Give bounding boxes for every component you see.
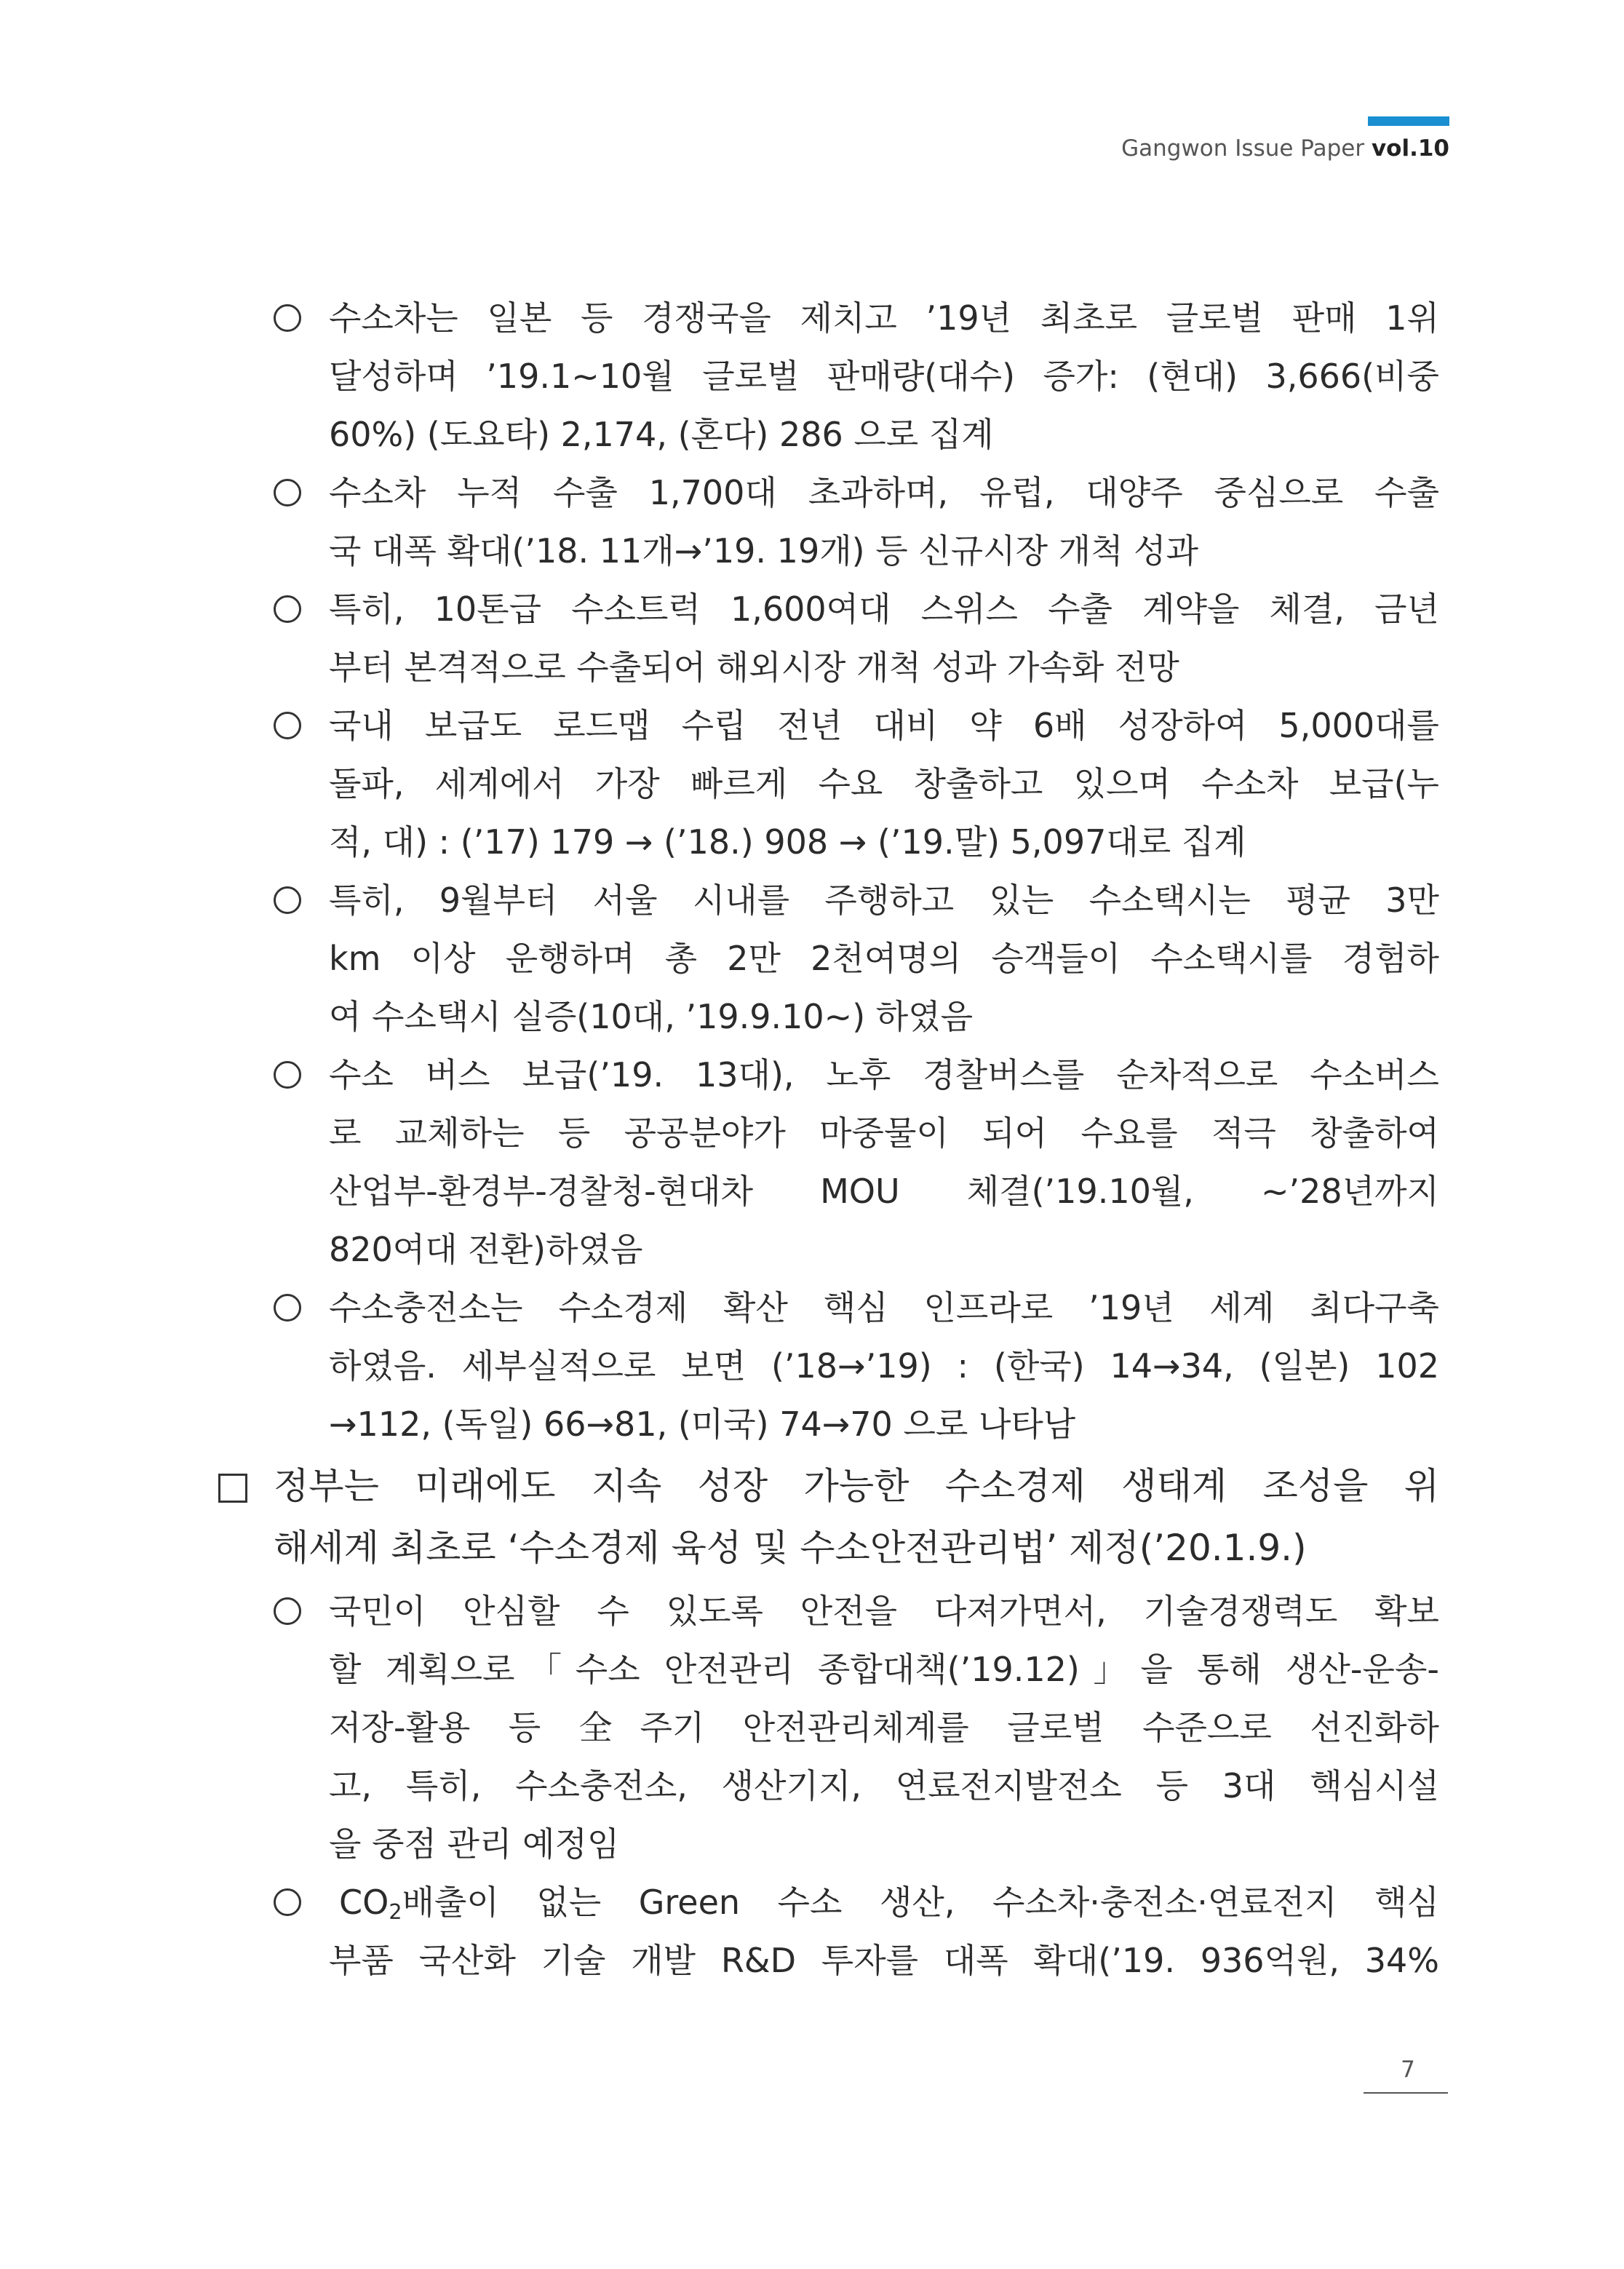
text-line: 60%) (도요타) 2,174, (혼다) 286 으로 집계: [329, 415, 994, 454]
circle-bullet-icon: [274, 479, 301, 506]
text-line: 하였음. 세부실적으로 보면 (’18→’19) : (한국) 14→34, (일본) 102: [329, 1346, 1439, 1386]
page-number: 7: [1401, 2057, 1415, 2083]
text-line: 달성하며 ’19.1~10월 글로벌 판매량(대수) 증가: (현대) 3,666(비중: [329, 357, 1439, 396]
volume-label: vol.10: [1371, 135, 1449, 162]
text-line: 특히, 9월부터 서울 시내를 주행하고 있는 수소택시는 평균 3만: [329, 881, 1439, 920]
text-line-rest: 배출이 없는 Green 수소 생산, 수소차·충전소·연료전지 핵심: [402, 1883, 1439, 1922]
text-line: 수소차는 일본 등 경쟁국을 제치고 ’19년 최초로 글로벌 판매 1위: [329, 298, 1439, 338]
text-line: 부품 국산화 기술 개발 R&D 투자를 대폭 확대(’19. 936억원, 34%: [329, 1941, 1439, 1980]
text-line: km 이상 운행하며 총 2만 2천여명의 승객들이 수소택시를 경험하: [329, 939, 1439, 978]
section-heading-line: 정부는 미래에도 지속 성장 가능한 수소경제 생태계 조성을 위: [274, 1465, 1439, 1507]
text-line: 로 교체하는 등 공공분야가 마중물이 되어 수요를 적극 창출하여: [329, 1113, 1439, 1153]
text-line: 을 중점 관리 예정임: [329, 1824, 620, 1864]
text-line: 여 수소택시 실증(10대, ’19.9.10~) 하였음: [329, 997, 974, 1036]
text-line: 특히, 10톤급 수소트럭 1,600여대 스위스 수출 계약을 체결, 금년: [329, 589, 1439, 629]
text-line: 수소충전소는 수소경제 확산 핵심 인프라로 ’19년 세계 최다구축: [329, 1288, 1439, 1327]
circle-bullet-icon: [274, 1061, 301, 1089]
text-line: 820여대 전환)하였음: [329, 1230, 643, 1269]
circle-bullet-icon: [274, 1294, 301, 1322]
text-line: 저장-활용 등 全주기 안전관리체계를 글로벌 수준으로 선진화하: [329, 1708, 1439, 1747]
text-line: 부터 본격적으로 수출되어 해외시장 개척 성과 가속화 전망: [329, 648, 1179, 687]
circle-bullet-icon: [274, 886, 301, 914]
section-heading-line: 해세계 최초로 ‘수소경제 육성 및 수소안전관리법’ 제정(’20.1.9.): [274, 1527, 1307, 1569]
text-line: [339, 1879, 1439, 1926]
header-accent-bar: [1368, 116, 1449, 126]
circle-bullet-icon: [274, 712, 301, 739]
publication-name: Gangwon Issue Paper: [1121, 135, 1372, 162]
text-line: 고, 특히, 수소충전소, 생산기지, 연료전지발전소 등 3대 핵심시설: [329, 1766, 1439, 1805]
text-line: 국민이 안심할 수 있도록 안전을 다져가면서, 기술경쟁력도 확보: [329, 1592, 1439, 1631]
text-line: 산업부-환경부-경찰청-현대차 MOU 체결(’19.10월, ~’28년까지: [329, 1172, 1439, 1211]
text-line: 수소 버스 보급(’19. 13대), 노후 경찰버스를 순차적으로 수소버스: [329, 1055, 1439, 1094]
text-line: 수소차 누적 수출 1,700대 초과하며, 유럽, 대양주 중심으로 수출: [329, 473, 1439, 512]
page-number-rule: [1364, 2092, 1448, 2094]
text-line: 국 대폭 확대(’18. 11개→’19. 19개) 등 신규시장 개척 성과: [329, 531, 1199, 571]
text-line: →112, (독일) 66→81, (미국) 74→70 으로 나타남: [329, 1404, 1076, 1444]
publication-title: [1121, 135, 1449, 162]
circle-bullet-icon: [274, 595, 301, 623]
circle-bullet-icon: [274, 1888, 301, 1916]
text-line: 돌파, 세계에서 가장 빠르게 수요 창출하고 있으며 수소차 보급(누: [329, 764, 1439, 803]
square-bullet-icon: [218, 1474, 247, 1503]
text-line: 할 계획으로「수소 안전관리 종합대책(’19.12)」을 통해 생산-운송-: [329, 1650, 1439, 1689]
text-line: 국내 보급도 로드맵 수립 전년 대비 약 6배 성장하여 5,000대를: [329, 706, 1439, 745]
co2-prefix: CO: [339, 1883, 389, 1922]
text-line: 적, 대) : (’17) 179 → (’18.) 908 → (’19.말) 5,097대로 집계: [329, 822, 1246, 862]
circle-bullet-icon: [274, 304, 301, 332]
co2-subscript: 2: [389, 1900, 402, 1925]
circle-bullet-icon: [274, 1597, 301, 1625]
